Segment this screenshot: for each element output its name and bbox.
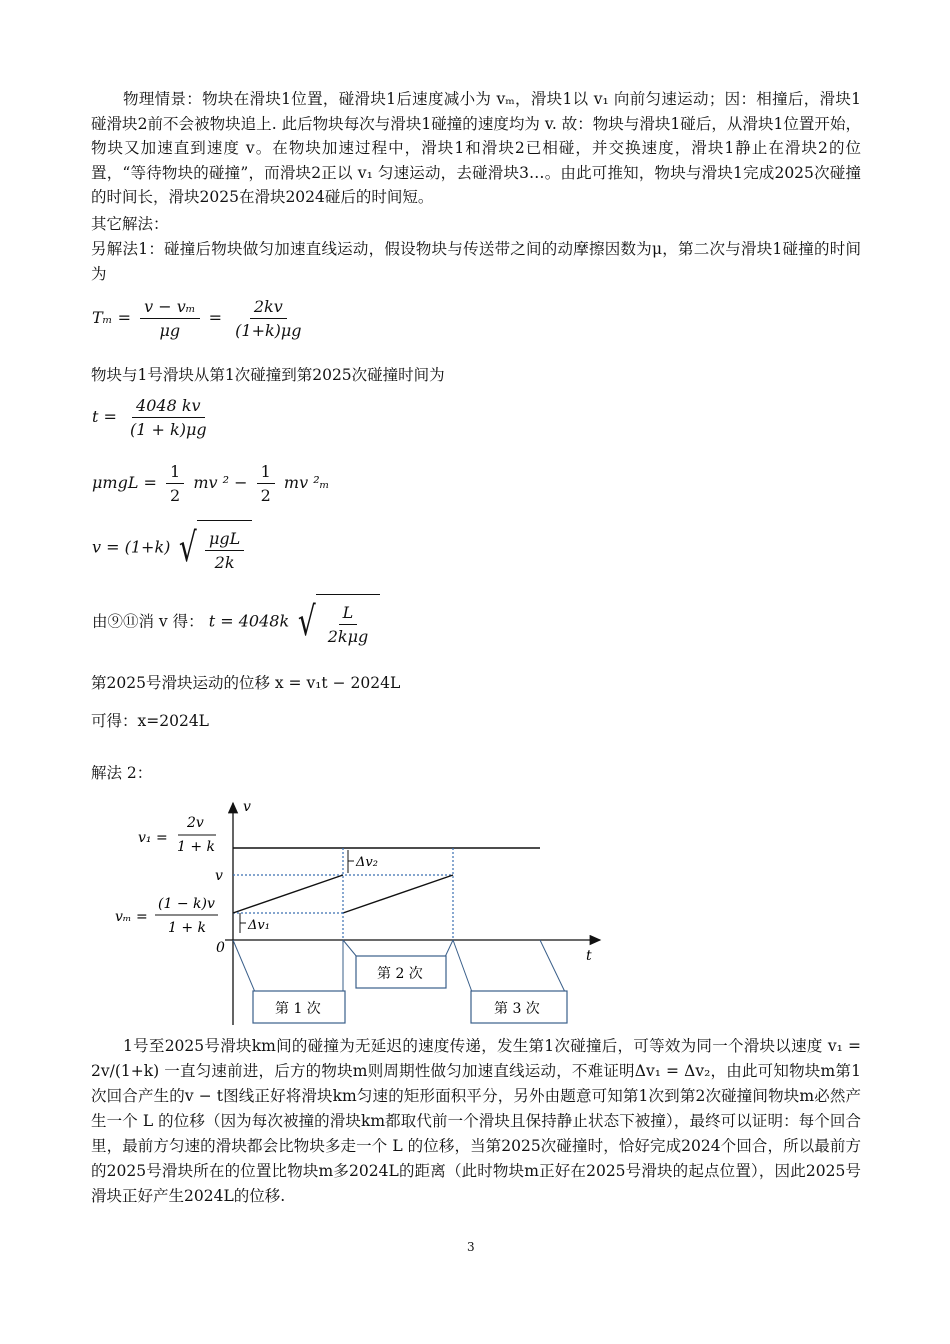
callout-collision-1 <box>233 940 345 1023</box>
displacement-statement: 第2025号滑块运动的位移 x = v₁t − 2024L <box>91 674 401 692</box>
vm-numerator: (1 − k)v <box>158 896 215 912</box>
equation-eliminate-v: 由⑨⑪消 v 得： t = 4048k √ $\frac{L}{\text{2kμg}}$ <box>92 594 380 650</box>
result-statement: 可得：x=2024L <box>91 712 209 730</box>
v1-label: v₁ = <box>138 830 168 846</box>
callout-collision-3 <box>453 940 567 1023</box>
equation-energy: μmgL = $\frac{1}{2}$ mv ² − $\frac{1}{2}$ mv ²ₘ <box>92 462 330 505</box>
callout-2-label: 第 2 次 <box>377 966 423 982</box>
origin-label: 0 <box>216 940 225 956</box>
callout-3-label: 第 3 次 <box>494 1001 540 1017</box>
scenario-paragraph: 物理情景：物块在滑块1位置，碰滑块1后速度减小为 vₘ，滑块1以 v₁ 向前匀速运动；因：相撞后，滑块1碰滑块2前不会被物块追上. 此后物块每次与滑块1碰撞的速度均为 v. 故：物块与滑块1碰后，从滑块1位置开始，物块又加速直到速度 v。在物块加速过程中，滑块1和滑块2已相碰，并交换速度，滑块1静止在滑块2的位置，“等待物块的碰撞”，而滑块2正以 v₁ 匀速运动，去碰滑块3…。由此可推知，物块与滑块1完成2025次碰撞的时间长，滑块2025在滑块2024碰后的时间短。 <box>91 90 861 206</box>
callout-collision-2 <box>343 940 453 988</box>
vm-label: vₘ = <box>115 909 148 925</box>
method-2-heading: 解法 2： <box>91 764 153 782</box>
dv2-label: Δv₂ <box>356 855 378 870</box>
t-axis-label: t <box>586 948 592 964</box>
speed-ramp-1 <box>233 875 343 913</box>
page-number: 3 <box>467 1240 475 1254</box>
equation-tm: Tₘ = $\frac{\text{v − vₘ}}{\mu g}$ = $\frac{2kv}{(1+k)\mu g}$ <box>92 297 302 340</box>
speed-ramp-2 <box>343 875 453 913</box>
dv1-label: Δv₁ <box>248 918 270 933</box>
time-statement: 物块与1号滑块从第1次碰撞到第2025次碰撞时间为 <box>91 366 445 384</box>
equation-t: t = $\frac{4048 kv}{(1 + k)\mu g}$ <box>92 396 207 439</box>
method-2-explanation: 1号至2025号滑块km间的碰撞为无延迟的速度传递，发生第1次碰撞后，可等效为同一个滑块以速度 v₁ = 2v/(1+k) 一直匀速前进，后方的物块m则周期性做匀加速直线运动，不难证明Δv₁ = Δv₂，由此可知物块m第1次回合产生的v − t图线正好将滑块km匀速的矩形面积平分，另外由题意可知第1次到第2次碰撞间物块m必然产生一个 L 的位移（因为每次被撞的滑块km都取代前一个滑块且保持静止状态下被撞），最终可以证明：每个回合里，最前方匀速的滑块都会比物块多走一个 L 的位移，当第2025次碰撞时，恰好完成2024个回合，所以最前方的2025号滑块所在的位置比物块m多2024L的距离（此时物块m正好在2025号滑块的起点位置），因此2025号滑块正好产生2024L的位移. <box>91 1037 861 1205</box>
v1-denominator: 1 + k <box>177 839 216 855</box>
v-label: v <box>215 868 223 884</box>
equation-v: v = (1+k) √ $\frac{\text{μgL}}{2k}$ <box>92 520 252 576</box>
alt-method-1-intro: 另解法1：碰撞后物块做匀加速直线运动，假设物块与传送带之间的动摩擦因数为μ，第二次与滑块1碰撞的时间为 <box>91 240 861 283</box>
v1-numerator: 2v <box>187 815 204 831</box>
v-t-diagram <box>100 795 620 1030</box>
callout-1-label: 第 1 次 <box>275 1001 321 1017</box>
sqrt-sign: √ $\frac{\text{μgL}}{2k}$ <box>175 520 252 576</box>
vm-denominator: 1 + k <box>168 920 207 936</box>
sqrt-sign: √ $\frac{L}{\text{2kμg}}$ <box>294 594 380 650</box>
other-methods-heading: 其它解法： <box>91 215 169 233</box>
v-axis-label: v <box>243 799 251 815</box>
